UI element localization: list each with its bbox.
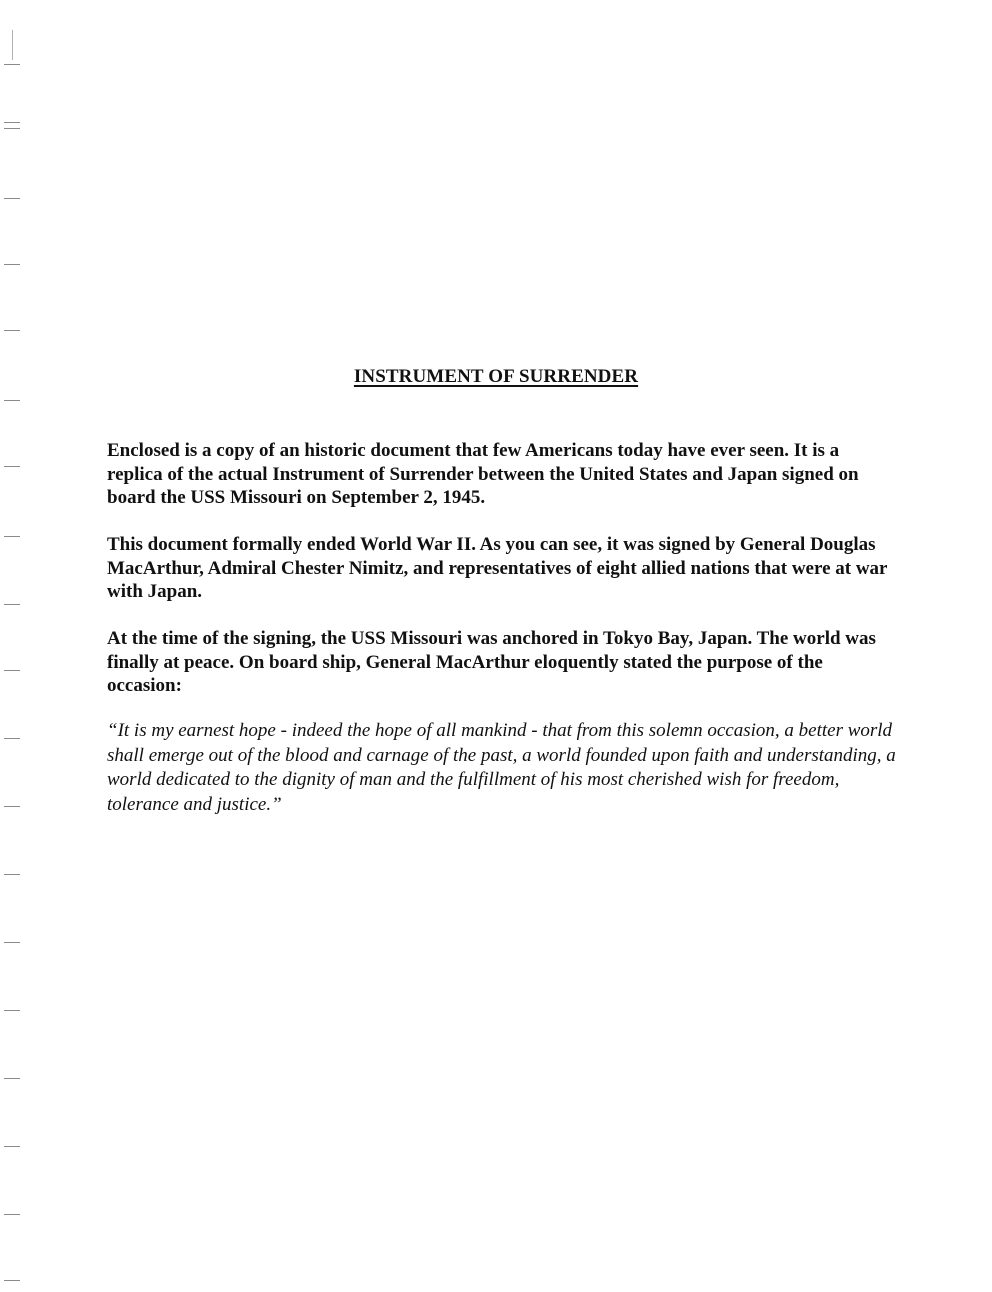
paragraph-signatories: This document formally ended World War II. As you can see, it was signed by General Douglas MacArthur, Admiral Chester Nimitz, and representatives of eight allied nations that were at war with Japan. [107,534,888,602]
document-title-text: INSTRUMENT OF SURRENDER [353,366,639,387]
scan-margin-marks [0,0,30,1292]
macarthur-quote: “It is my earnest hope - indeed the hope of all mankind - that from this solemn occasion, a better world shall emerge out of the blood and carnage of the past, a world founded upon faith and understanding, a world dedicated to the dignity of man and the fulfillment of his most cherished wish for freedom, tolerance and justice.” [107,720,896,815]
paragraph-signing-context: At the time of the signing, the USS Missouri was anchored in Tokyo Bay, Japan. The world was finally at peace. On board ship, General MacArthur eloquently stated the purpose of the occasion: [107,628,876,696]
document-title [0,366,992,388]
paragraph-intro: Enclosed is a copy of an historic document that few Americans today have ever seen. It is a replica of the actual Instrument of Surrender between the United States and Japan signed on board the USS Missouri on September 2, 1945. [107,440,859,508]
